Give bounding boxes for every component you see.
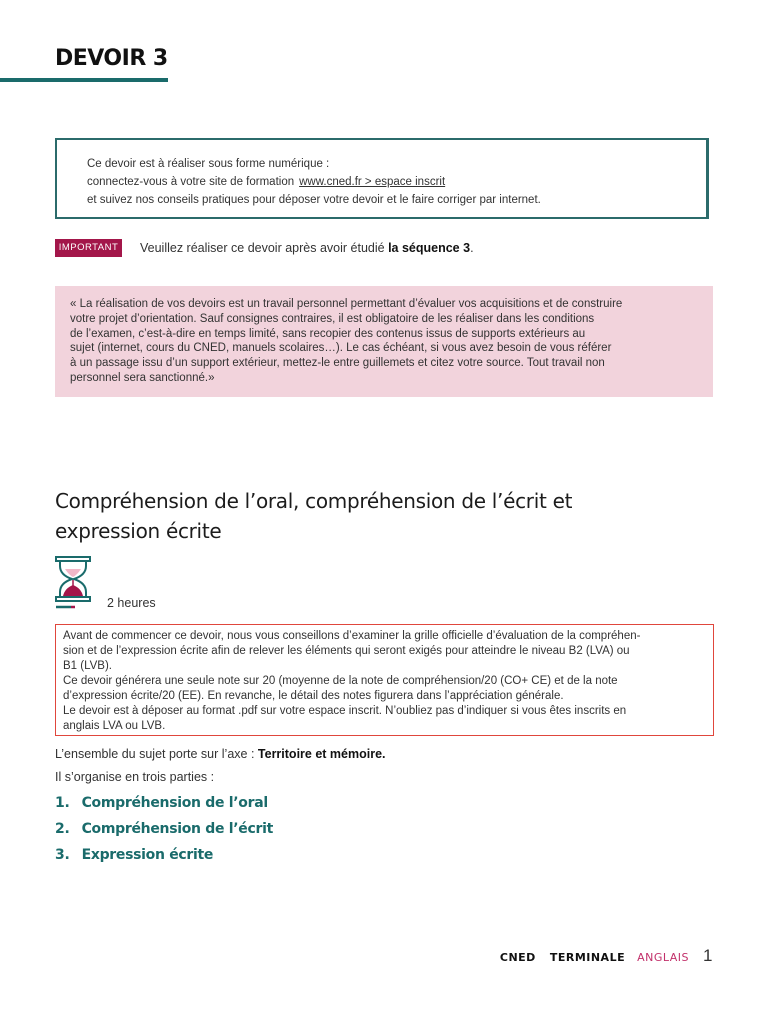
notice-line: Ce devoir générera une seule note sur 20 (moyenne de la note de compréhension/20 (CO+ CE) et de la note xyxy=(63,675,618,687)
axe-name: Territoire et mémoire. xyxy=(257,747,386,761)
axe-statement xyxy=(55,747,386,761)
part-number: 3. xyxy=(55,847,70,863)
important-text-suffix: . xyxy=(470,241,474,255)
important-text xyxy=(140,239,474,257)
axe-prefix: L’ensemble du sujet porte sur l’axe : xyxy=(55,747,255,761)
organise-statement: Il s’organise en trois parties : xyxy=(55,770,215,784)
list-item xyxy=(55,792,273,818)
info-box xyxy=(55,138,709,219)
part-number: 2. xyxy=(55,821,70,837)
notice-line: B1 (LVB). xyxy=(63,660,112,672)
honesty-quote-box xyxy=(55,286,713,397)
quote-line: sujet (internet, cours du CNED, manuels scolaires…). Le cas échéant, si vous avez besoin de vous référer xyxy=(70,342,612,355)
quote-line: votre projet d’orientation. Sauf consignes contraires, il est obligatoire de les réaliser dans les conditions xyxy=(70,312,595,325)
page-footer xyxy=(500,946,713,966)
quote-line: à un passage issu d’un support extérieur, mettez-le entre guillemets et citez votre source. Tout travail non xyxy=(70,357,605,370)
instructions-box xyxy=(55,624,714,736)
hourglass-icon xyxy=(55,556,95,617)
cned-link[interactable]: www.cned.fr > espace inscrit xyxy=(299,176,446,188)
section-title-line-1: Compréhension de l’oral, compréhension de l’écrit et xyxy=(55,489,573,513)
info-line-2-prefix: connectez-vous à votre site de formation xyxy=(87,176,295,188)
quote-line: personnel sera sanctionné.» xyxy=(70,371,215,384)
list-item xyxy=(55,818,273,844)
parts-list xyxy=(55,792,273,870)
section-title-line-2: expression écrite xyxy=(55,519,222,543)
list-item xyxy=(55,844,273,870)
section-title xyxy=(55,486,695,546)
part-label: Compréhension de l’écrit xyxy=(81,821,273,837)
part-number: 1. xyxy=(55,795,70,811)
important-badge: IMPORTANT xyxy=(55,239,122,257)
footer-org: CNED xyxy=(499,951,536,964)
title-underline xyxy=(0,78,168,82)
info-line-1: Ce devoir est à réaliser sous forme numérique : xyxy=(87,158,330,170)
quote-line: « La réalisation de vos devoirs est un travail personnel permettant d’évaluer vos acquisitions et de construire xyxy=(70,298,623,310)
footer-level: TERMINALE xyxy=(549,951,626,964)
important-sequence: la séquence 3 xyxy=(388,241,471,255)
notice-line: Le devoir est à déposer au format .pdf sur votre espace inscrit. N’oubliez pas d’indiquer si vous êtes inscrits en xyxy=(63,705,627,717)
page-number: 1 xyxy=(703,946,713,965)
notice-line: d’expression écrite/20 (EE). En revanche, le détail des notes figurera dans l’appréciation générale. xyxy=(63,690,564,702)
duration-label: 2 heures xyxy=(107,596,156,610)
part-label: Compréhension de l’oral xyxy=(81,795,268,811)
quote-line: de l’examen, c’est-à-dire en temps limité, sans recopier des contenus issus de supports extérieurs au xyxy=(70,327,586,340)
notice-line: Avant de commencer ce devoir, nous vous conseillons d’examiner la grille officielle d’évaluation de la compréhen- xyxy=(63,630,641,642)
important-text-prefix: Veuillez réaliser ce devoir après avoir étudié xyxy=(140,241,385,255)
important-row xyxy=(55,239,715,259)
page-title: DEVOIR 3 xyxy=(55,46,168,71)
footer-subject: ANGLAIS xyxy=(637,951,690,964)
part-label: Expression écrite xyxy=(81,847,214,863)
info-line-3: et suivez nos conseils pratiques pour déposer votre devoir et le faire corriger par internet. xyxy=(87,194,541,206)
notice-line: anglais LVA ou LVB. xyxy=(63,720,166,732)
info-line-2 xyxy=(87,173,706,191)
notice-line: sion et de l’expression écrite afin de relever les éléments qui seront exigés pour atteindre le niveau B2 (LVA) ou xyxy=(63,645,630,657)
